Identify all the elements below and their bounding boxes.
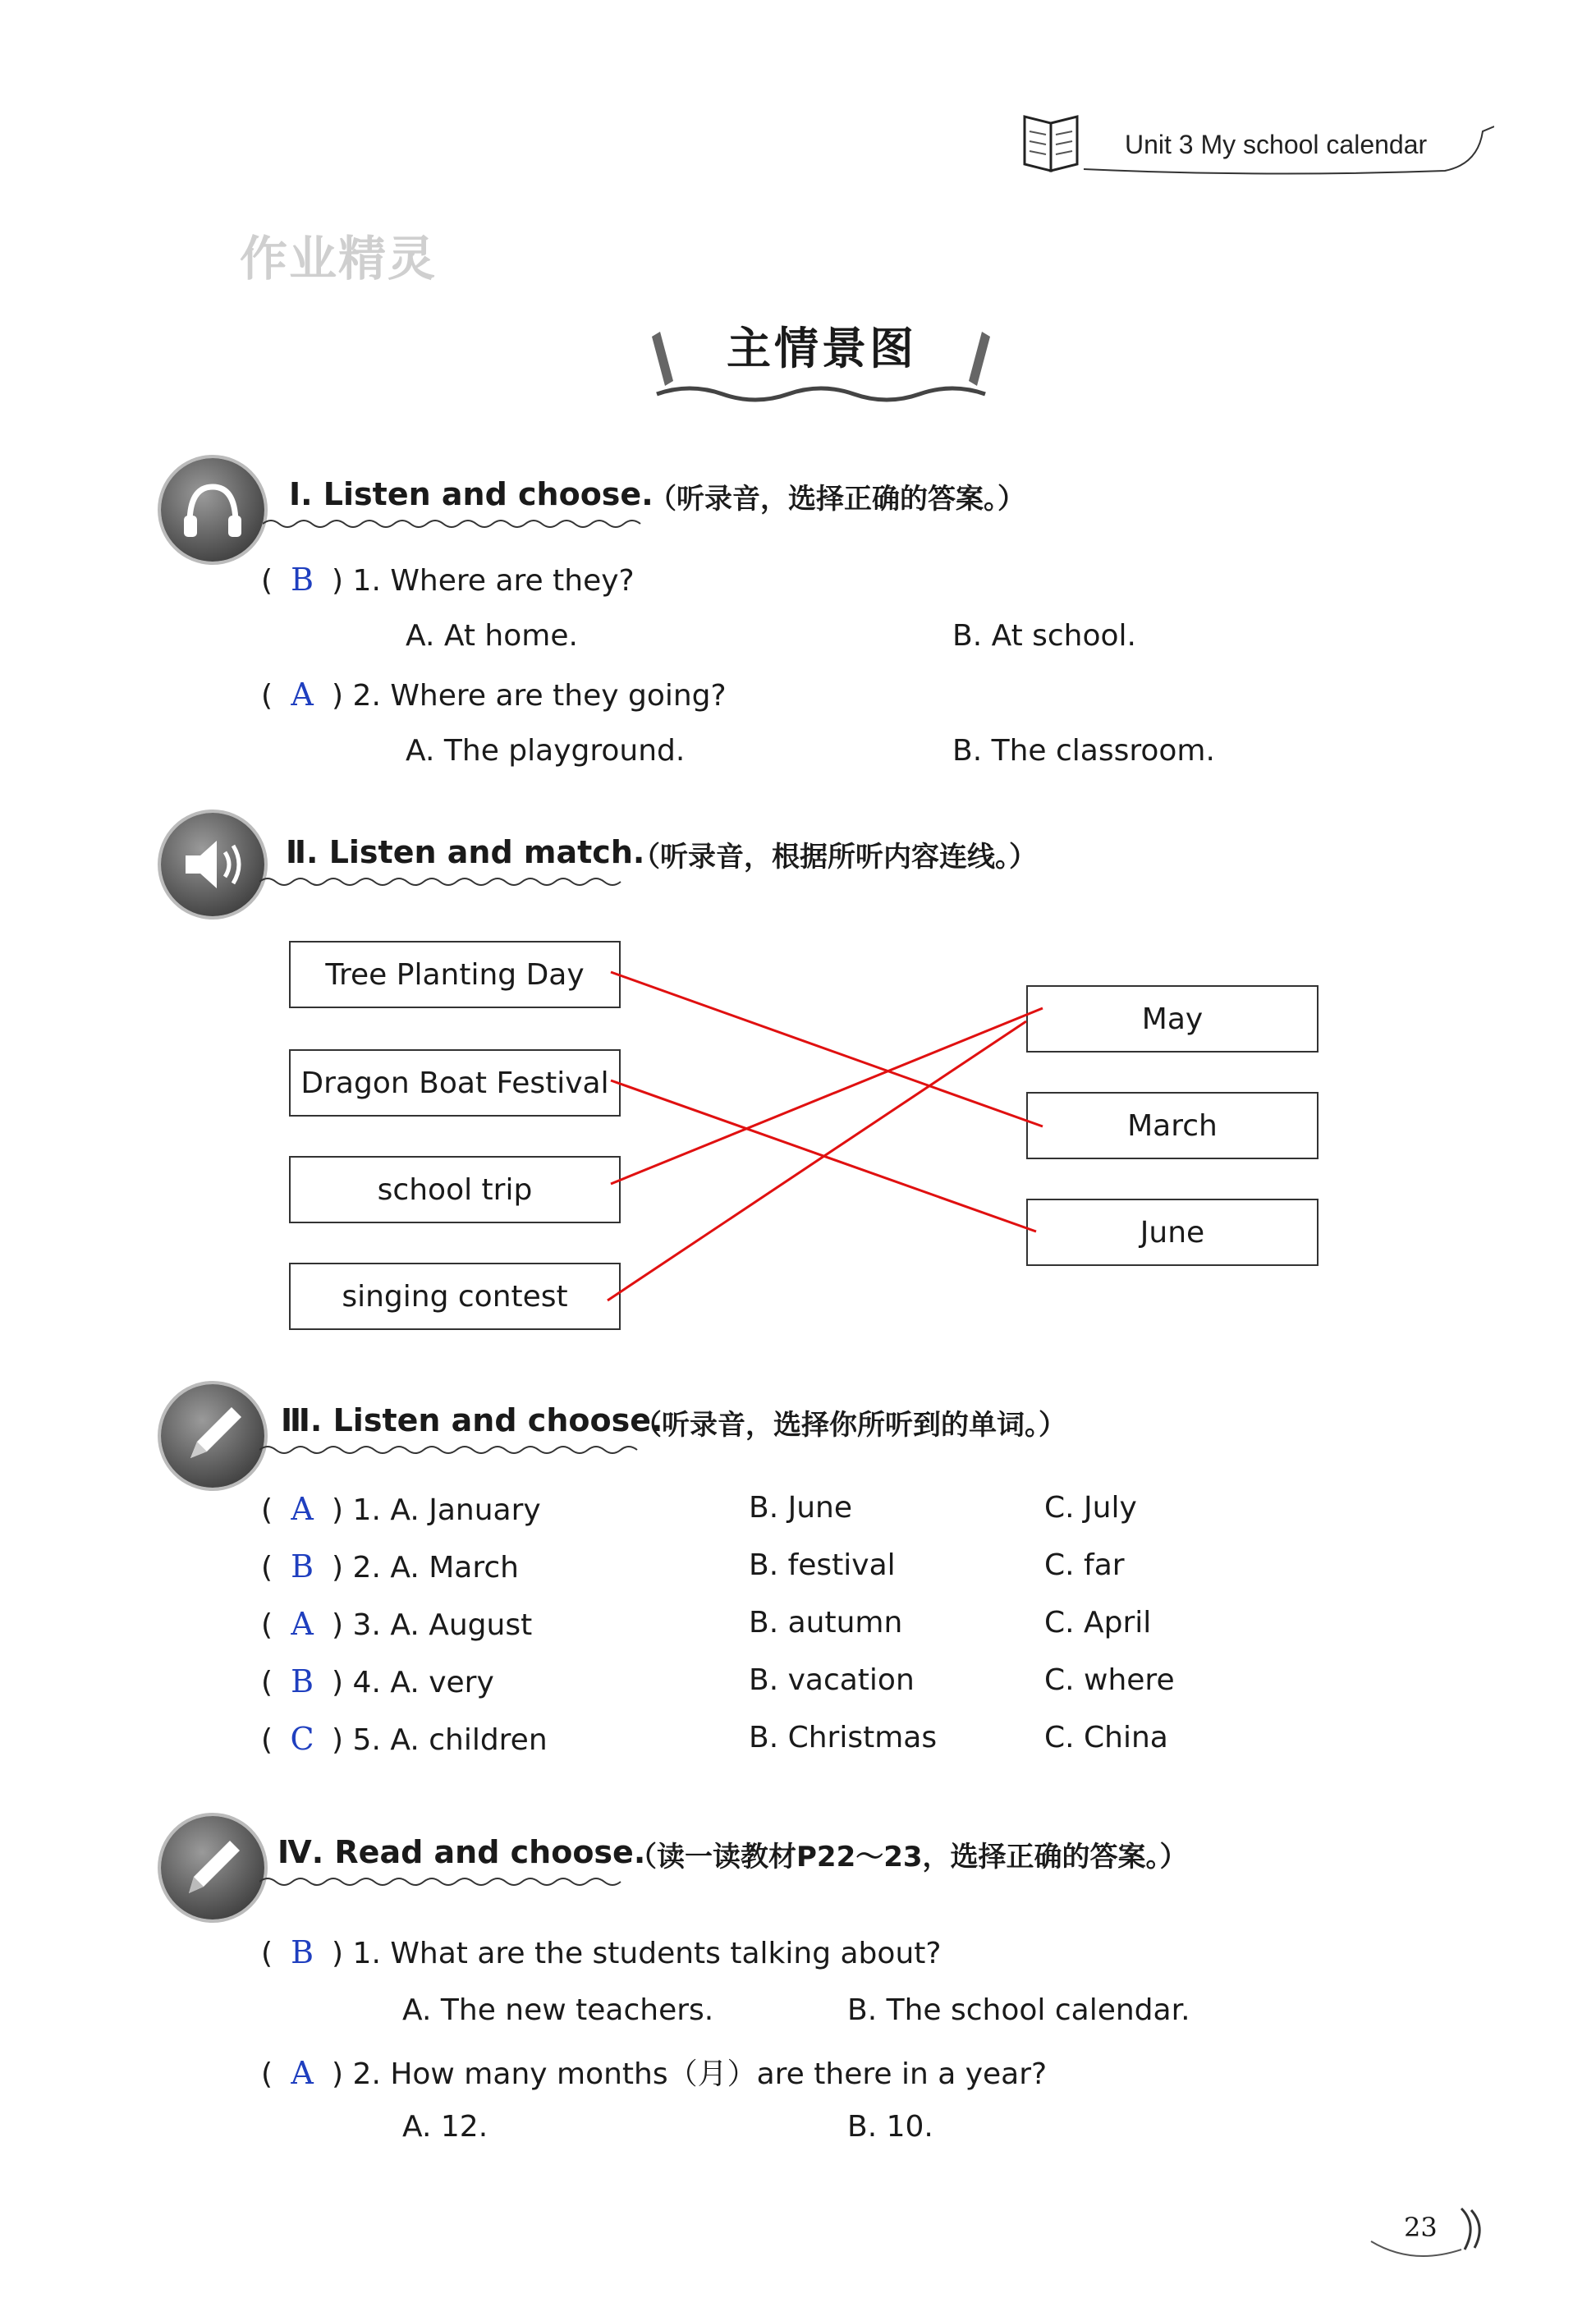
s4-q2-option-b: B. 10. (847, 2110, 933, 2144)
s4-q1-answer: B (291, 1934, 314, 1970)
s4-q2-text: ) 2. How many months（月）are there in a year? (332, 2057, 1048, 2091)
s4-q1-option-a: A. The new teachers. (402, 1993, 714, 2027)
s1-q2-text: ) 2. Where are they going? (332, 679, 727, 713)
s3-row-1-b: B. June (749, 1491, 852, 1525)
s3-row-5: ( C ) 5. A. children (261, 1721, 548, 1757)
match-left-3[interactable]: school trip (289, 1156, 621, 1223)
s1-q1: ( B ) 1. Where are they? (261, 562, 635, 598)
main-title: 主情景图 (727, 323, 917, 374)
s3-row-3-a: ) 3. A. August (332, 1608, 533, 1642)
section-4-underline (259, 1875, 637, 1888)
s3-row-4-a: ) 4. A. very (332, 1666, 494, 1699)
match-left-4[interactable]: singing contest (289, 1263, 621, 1330)
s3-row-2-answer: B (291, 1548, 314, 1585)
section-3-note: （听录音，选择你所听到的单词。） (634, 1409, 1066, 1442)
match-left-2[interactable]: Dragon Boat Festival (289, 1049, 621, 1117)
s4-q2-option-a: A. 12. (402, 2110, 488, 2144)
section-3-underline (259, 1443, 645, 1456)
match-left-1[interactable]: Tree Planting Day (289, 941, 621, 1008)
s1-q1-option-b: B. At school. (952, 619, 1136, 653)
section-4-note: （读一读教材P22～23，选择正确的答案。） (629, 1841, 1188, 1874)
match-right-2[interactable]: March (1026, 1092, 1319, 1159)
page-number: 23 (1404, 2212, 1438, 2243)
s3-row-2-b: B. festival (749, 1548, 896, 1582)
s3-row-1-c: C. July (1044, 1491, 1137, 1525)
section-2-note: （听录音，根据所听内容连线。） (632, 841, 1037, 874)
section-1-title: Ⅰ. Listen and choose. (289, 476, 654, 512)
s1-q1-option-a: A. At home. (406, 619, 578, 653)
s3-row-3-answer: A (291, 1606, 314, 1642)
s3-row-1-a: ) 1. A. January (332, 1493, 541, 1527)
s3-row-1: ( A ) 1. A. January (261, 1491, 541, 1527)
s3-row-3-b: B. autumn (749, 1606, 903, 1640)
s4-q1-option-b: B. The school calendar. (847, 1993, 1190, 2027)
s1-q1-text: ) 1. Where are they? (332, 564, 635, 598)
pen-icon (161, 1816, 264, 1919)
s3-row-5-c: C. China (1044, 1721, 1168, 1754)
s3-row-1-answer: A (291, 1491, 314, 1527)
s1-q2-option-a: A. The playground. (406, 734, 686, 768)
match-right-1[interactable]: May (1026, 985, 1319, 1053)
s1-q2-answer: A (291, 677, 314, 713)
s4-q2: ( A ) 2. How many months（月）are there in a year? (261, 2055, 1048, 2091)
s4-q1-text: ) 1. What are the students talking about? (332, 1937, 942, 1970)
s3-row-4-b: B. vacation (749, 1663, 915, 1697)
unit-title: Unit 3 My school calendar (1125, 130, 1428, 159)
s3-row-2: ( B ) 2. A. March (261, 1548, 519, 1585)
s3-row-5-b: B. Christmas (749, 1721, 938, 1754)
s3-row-4-c: C. where (1044, 1663, 1175, 1697)
s3-row-5-answer: C (290, 1721, 314, 1757)
s3-row-2-c: C. far (1044, 1548, 1125, 1582)
s3-row-4: ( B ) 4. A. very (261, 1663, 494, 1699)
section-1-note: （听录音，选择正确的答案。） (649, 483, 1025, 516)
s4-q2-answer: A (291, 2055, 314, 2091)
s1-q2: ( A ) 2. Where are they going? (261, 677, 727, 713)
s3-row-3-c: C. April (1044, 1606, 1152, 1640)
section-4-title: Ⅳ. Read and choose. (277, 1834, 646, 1870)
match-right-3[interactable]: June (1026, 1199, 1319, 1266)
s1-q2-option-b: B. The classroom. (952, 734, 1215, 768)
s4-q1: ( B ) 1. What are the students talking about? (261, 1934, 942, 1970)
section-3-title: Ⅲ. Listen and choose. (281, 1402, 663, 1438)
watermark-logo: 作业精灵 (240, 231, 438, 287)
pencil-icon (161, 1384, 264, 1488)
s3-row-2-a: ) 2. A. March (332, 1551, 519, 1585)
section-2-title: Ⅱ. Listen and match. (286, 834, 645, 870)
s1-q1-answer: B (291, 562, 314, 598)
s3-row-3: ( A ) 3. A. August (261, 1606, 533, 1642)
s3-row-5-a: ) 5. A. children (332, 1723, 548, 1757)
s3-row-4-answer: B (291, 1663, 314, 1699)
